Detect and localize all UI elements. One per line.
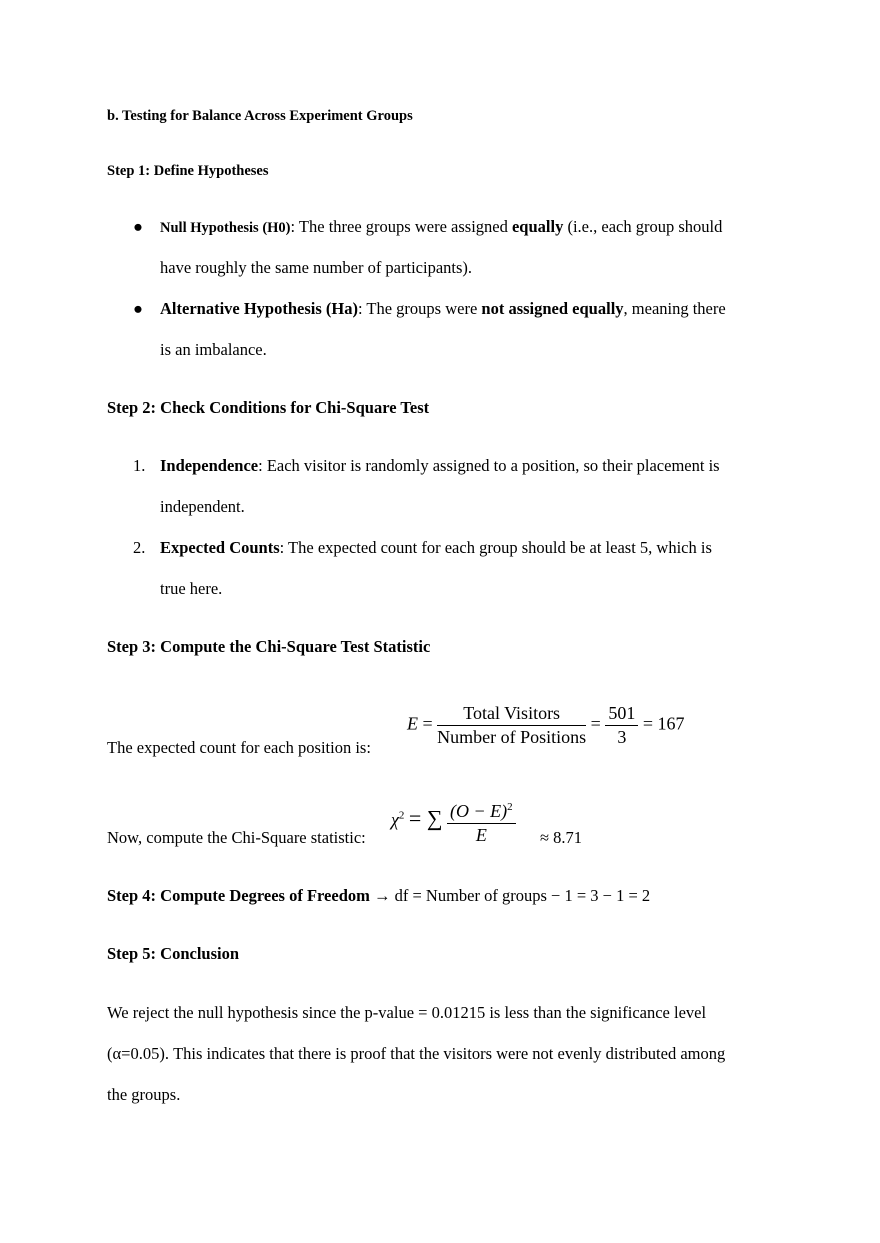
alt-hypothesis [160, 299, 726, 319]
chi-formula [391, 797, 516, 846]
step3-title [107, 637, 430, 657]
conclusion-line: (α=0.05). This indicates that there is proof that the visitors were not evenly distributed among [107, 1044, 726, 1063]
math-var: E [407, 713, 418, 734]
bold-text: not assigned equally [481, 299, 624, 318]
condition-expected-counts [160, 538, 712, 558]
null-hypothesis-cont: have roughly the same number of participants). [160, 258, 473, 277]
condition-cont: true here. [160, 579, 223, 598]
section-title [107, 106, 413, 126]
step3-title-text: Step 3: Compute the Chi-Square Test Statistic [107, 637, 431, 656]
bullet-icon: ● [133, 217, 143, 236]
condition-cont: independent. [160, 497, 245, 516]
chi-text: Now, compute the Chi-Square statistic: [107, 828, 366, 847]
step2-title [107, 398, 429, 418]
text: : The expected count for each group should be at least 5, which is [279, 538, 712, 557]
list-number: 1. [133, 456, 146, 475]
superscript: 2 [507, 801, 513, 813]
null-label: Null Hypothesis (H0) [160, 220, 291, 236]
sum-symbol: = ∑ [408, 805, 443, 831]
bullet-icon: ● [133, 299, 143, 318]
step5-title [107, 944, 239, 964]
alt-label: Alternative Hypothesis (Ha) [160, 299, 358, 318]
math-var: χ [391, 809, 399, 830]
fraction [447, 797, 516, 846]
fraction [437, 703, 586, 748]
list-number: 2. [133, 538, 146, 557]
numerator: Total Visitors [437, 703, 586, 726]
condition-label: Expected Counts [160, 538, 280, 557]
alt-hypothesis-cont: is an imbalance. [160, 340, 267, 359]
denominator: 3 [617, 727, 627, 747]
expected-formula [407, 703, 684, 748]
superscript: 2 [398, 809, 405, 822]
step1-title-text: Step 1: Define Hypotheses [107, 163, 269, 179]
step5-title-text: Step 5: Conclusion [107, 944, 240, 963]
text: : The groups were [357, 299, 482, 318]
fraction [605, 703, 638, 748]
result: = 167 [642, 713, 685, 734]
denominator: Number of Positions [437, 727, 587, 747]
condition-label: Independence [160, 456, 259, 475]
text: : The three groups were assigned [290, 217, 512, 236]
math-op: = [422, 713, 433, 734]
step4 [107, 886, 650, 906]
chi-value: ≈ 8.71 [540, 828, 583, 847]
denominator: E [475, 825, 487, 845]
step1-title [107, 161, 269, 181]
text: , meaning there [623, 299, 726, 318]
conclusion-line: We reject the null hypothesis since the p-value = 0.01215 is less than the significance level [107, 1003, 707, 1022]
step4-title: Step 4: Compute Degrees of Freedom → [107, 886, 391, 905]
conclusion-line: the groups. [107, 1085, 181, 1104]
numerator: (O − E) [450, 801, 508, 821]
null-hypothesis [160, 217, 722, 238]
expected-text: The expected count for each position is: [107, 738, 371, 757]
numerator: 501 [605, 703, 638, 726]
text: (i.e., each group should [563, 217, 723, 236]
df-text: df = Number of groups − 1 = 3 − 1 = 2 [390, 886, 651, 905]
text: : Each visitor is randomly assigned to a position, so their placement is [258, 456, 720, 475]
condition-independence [160, 456, 720, 476]
math-op: = [590, 713, 601, 734]
bold-text: equally [511, 217, 564, 236]
step2-title-text: Step 2: Check Conditions for Chi-Square Test [107, 398, 430, 417]
section-title-text: b. Testing for Balance Across Experiment Groups [107, 108, 413, 124]
